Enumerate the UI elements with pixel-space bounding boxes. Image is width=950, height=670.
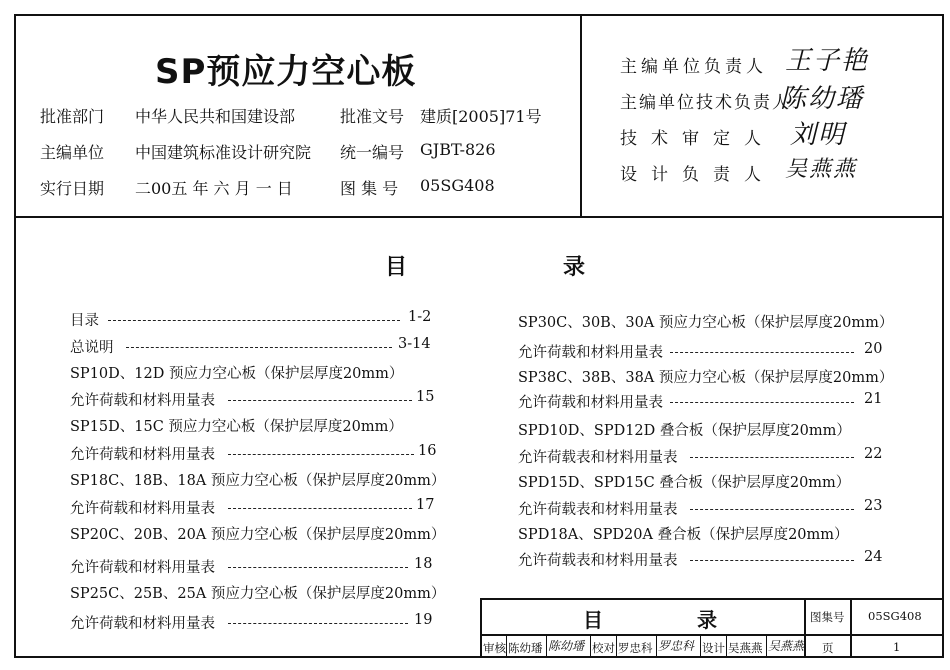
sign-role-chief-editor: 主编单位负责人 xyxy=(620,57,767,77)
toc-item-title: SPD18A、SPD20A 叠合板（保护层厚度20mm） xyxy=(518,527,849,543)
toc-item-page: 3-14 xyxy=(398,336,431,352)
meta-label-atlas-no: 图 集 号 xyxy=(340,179,399,198)
toc-item-page: 23 xyxy=(864,498,883,514)
title-block-cell-rule xyxy=(700,634,701,658)
check-name: 罗忠科 xyxy=(618,641,653,655)
toc-item-title: SPD10D、SPD12D 叠合板（保护层厚度20mm） xyxy=(518,423,851,439)
review-signature: 陈幼璠 xyxy=(548,639,585,653)
toc-heading-right: 录 xyxy=(563,255,586,280)
meta-label-effective-date: 实行日期 xyxy=(40,179,105,198)
meta-value-effective-date: 二00五 年 六 月 一 日 xyxy=(135,179,293,198)
title-block-cell-rule xyxy=(506,634,507,658)
toc-item-page: 18 xyxy=(414,556,433,572)
meta-label-approval-no: 批准文号 xyxy=(340,107,405,126)
toc-item-title: 允许荷载和材料用量表 xyxy=(70,560,215,576)
toc-item-title: 允许荷载和材料用量表 xyxy=(518,395,663,411)
toc-item-title: SP15D、15C 预应力空心板（保护层厚度20mm） xyxy=(70,419,403,435)
toc-leader xyxy=(228,508,412,509)
document-title: SP预应力空心板 xyxy=(155,52,417,92)
check-label: 校对 xyxy=(592,641,615,655)
meta-label-approval-dept: 批准部门 xyxy=(40,107,105,126)
toc-item-title: SP10D、12D 预应力空心板（保护层厚度20mm） xyxy=(70,366,404,382)
signature-design-lead: 吴燕燕 xyxy=(785,157,858,182)
toc-item-page: 1-2 xyxy=(408,309,432,325)
meta-value-approval-dept: 中华人民共和国建设部 xyxy=(135,107,296,126)
toc-item-title: 总说明 xyxy=(70,340,114,356)
review-name: 陈幼璠 xyxy=(508,641,543,655)
meta-value-editor-unit: 中国建筑标准设计研究院 xyxy=(135,143,312,162)
toc-item-title: SP25C、25B、25A 预应力空心板（保护层厚度20mm） xyxy=(70,586,446,602)
toc-item-title: SP18C、18B、18A 预应力空心板（保护层厚度20mm） xyxy=(70,473,446,489)
toc-leader xyxy=(690,509,854,510)
toc-item-title: 目录 xyxy=(70,313,99,329)
toc-leader xyxy=(228,623,408,624)
toc-leader xyxy=(690,457,854,458)
meta-label-editor-unit: 主编单位 xyxy=(40,143,105,162)
atlas-no-value: 05SG408 xyxy=(868,609,922,623)
toc-item-title: 允许荷载和材料用量表 xyxy=(70,393,215,409)
toc-item-title: SP20C、20B、20A 预应力空心板（保护层厚度20mm） xyxy=(70,527,446,543)
design-signature: 吴燕燕 xyxy=(768,639,805,653)
atlas-no-label: 图集号 xyxy=(810,610,845,624)
check-signature: 罗忠科 xyxy=(658,639,695,653)
title-block-col-rule-2 xyxy=(850,598,852,658)
title-block-cell-rule xyxy=(590,634,591,658)
header-bottom-rule xyxy=(14,216,944,218)
toc-leader xyxy=(108,320,400,321)
sign-role-design-lead: 设计负责人 xyxy=(620,165,775,185)
title-block-cell-rule xyxy=(766,634,767,658)
signature-chief-editor: 王子艳 xyxy=(785,46,870,76)
toc-item-page: 15 xyxy=(416,389,435,405)
toc-item-title: 允许荷载表和材料用量表 xyxy=(518,502,678,518)
toc-item-title: SP38C、38B、38A 预应力空心板（保护层厚度20mm） xyxy=(518,370,894,386)
title-block-title-right: 录 xyxy=(697,608,717,632)
toc-leader xyxy=(228,454,414,455)
meta-label-unified-no: 统一编号 xyxy=(340,143,405,162)
signature-tech-chief: 陈幼璠 xyxy=(780,84,865,114)
toc-item-title: 允许荷载表和材料用量表 xyxy=(518,450,678,466)
toc-item-title: 允许荷载和材料用量表 xyxy=(518,345,663,361)
toc-item-page: 22 xyxy=(864,446,883,462)
toc-item-page: 16 xyxy=(418,443,437,459)
title-block-cell-rule xyxy=(726,634,727,658)
toc-leader xyxy=(228,400,412,401)
meta-value-unified-no: GJBT-826 xyxy=(420,140,496,159)
toc-item-title: 允许荷载和材料用量表 xyxy=(70,501,215,517)
toc-item-title: SPD15D、SPD15C 叠合板（保护层厚度20mm） xyxy=(518,475,851,491)
page-label: 页 xyxy=(822,641,834,655)
title-block-mid-rule xyxy=(480,634,944,636)
toc-leader xyxy=(670,352,854,353)
toc-item-title: 允许荷载和材料用量表 xyxy=(70,447,215,463)
title-block-top-rule xyxy=(480,598,944,600)
toc-item-page: 24 xyxy=(864,549,883,565)
meta-value-approval-no: 建质[2005]71号 xyxy=(420,107,542,126)
toc-item-page: 19 xyxy=(414,612,433,628)
meta-value-atlas-no: 05SG408 xyxy=(420,176,495,195)
signature-tech-reviewer: 刘明 xyxy=(790,120,847,150)
toc-item-page: 21 xyxy=(864,391,883,407)
header-divider xyxy=(580,14,582,217)
toc-item-page: 17 xyxy=(416,497,435,513)
title-block-title-left: 目 xyxy=(583,608,603,632)
toc-item-title: 允许荷载和材料用量表 xyxy=(70,616,215,632)
toc-item-page: 20 xyxy=(864,341,883,357)
title-block-left-rule xyxy=(480,598,482,658)
toc-heading-left: 目 xyxy=(385,255,408,280)
design-label: 设计 xyxy=(702,641,725,655)
toc-item-title: 允许荷载表和材料用量表 xyxy=(518,553,678,569)
title-block-cell-rule xyxy=(656,634,657,658)
toc-item-title: SP30C、30B、30A 预应力空心板（保护层厚度20mm） xyxy=(518,315,894,331)
page-value: 1 xyxy=(893,640,901,654)
toc-leader xyxy=(670,402,854,403)
sign-role-tech-reviewer: 技术审定人 xyxy=(620,129,775,149)
sign-role-tech-chief: 主编单位技术负责人 xyxy=(620,93,791,113)
title-block-col-rule-1 xyxy=(804,598,806,658)
toc-leader xyxy=(228,567,408,568)
title-block-cell-rule xyxy=(616,634,617,658)
title-block-cell-rule xyxy=(546,634,547,658)
toc-leader xyxy=(126,347,392,348)
toc-leader xyxy=(690,560,854,561)
review-label: 审核 xyxy=(483,641,506,655)
design-name: 吴燕燕 xyxy=(728,641,763,655)
